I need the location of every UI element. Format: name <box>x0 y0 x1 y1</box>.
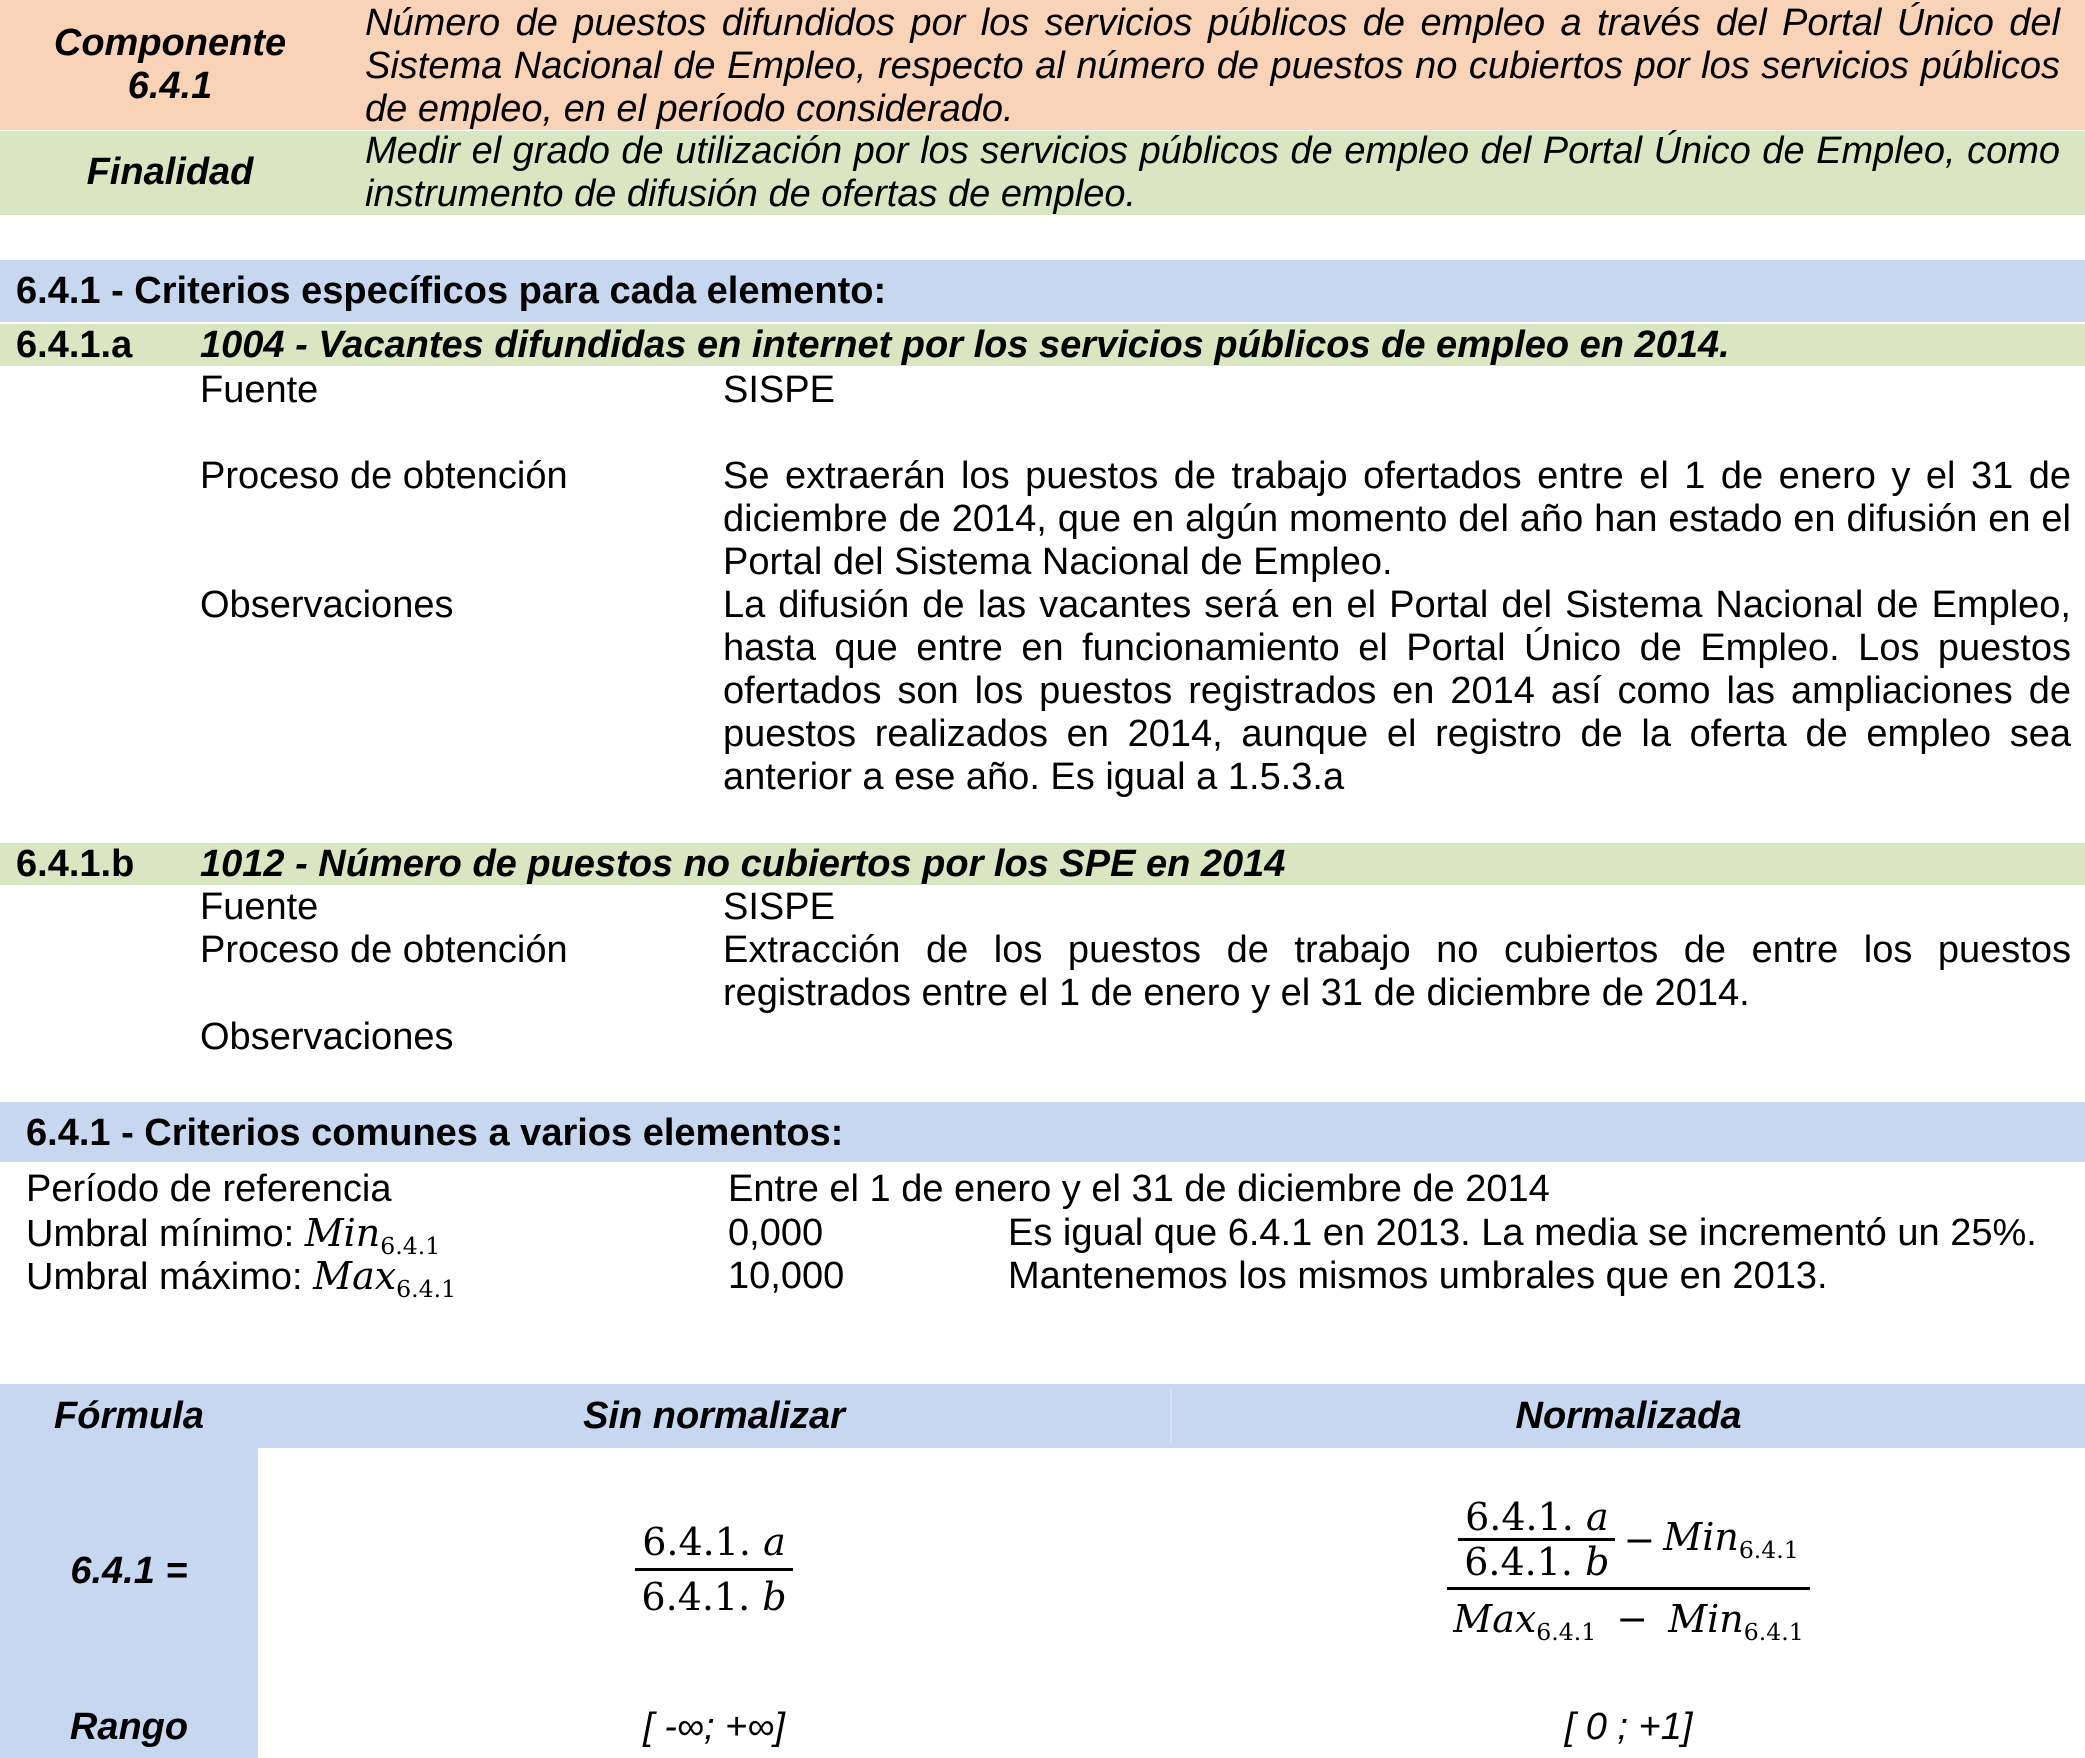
element-a-title: 1004 - Vacantes difundidas en internet por los servicios públicos de empleo en 2014. <box>200 324 1730 366</box>
rango-sin-normalizar: [ -∞; +∞] <box>643 1706 785 1748</box>
componente-label: Componente 6.4.1 <box>53 22 287 107</box>
finalidad-label: Finalidad <box>86 151 254 193</box>
periodo-label: Período de referencia <box>26 1168 392 1210</box>
periodo-value: Entre el 1 de enero y el 31 de diciembre de 2014 <box>728 1168 1550 1210</box>
element-b-code: 6.4.1.b <box>16 843 135 885</box>
normalized-fraction: $\frac{6.4.1. a}{6.4.1. b}$ − Min$_{6.4.1}$ Max$_{6.4.1}$ − Min$_{6.4.1}$ <box>1447 1498 1809 1645</box>
formula-normalizada <box>1172 1495 2085 1647</box>
specific-criteria-title: 6.4.1 - Criterios específicos para cada elemento: <box>16 270 887 312</box>
umbral-note: Es igual que 6.4.1 en 2013. La media se incrementó un 25%. Mantenemos los mismos umbrales que en 2013. <box>1008 1212 2037 1297</box>
formula-row-label: 6.4.1 = <box>70 1550 188 1592</box>
umbral-minimo-value: 0,000 <box>728 1212 824 1254</box>
umbral-maximo-value: 10,000 <box>728 1255 845 1297</box>
element-b-obs-label: Observaciones <box>200 1016 454 1058</box>
element-b-fuente-value: SISPE <box>723 886 835 928</box>
element-a-code: 6.4.1.a <box>16 324 133 366</box>
element-a-obs-value: La difusión de las vacantes será en el Portal del Sistema Nacional de Empleo, hasta que entre en funcionamiento el Portal Único de Empleo. Los puestos ofertados son los puestos registrados en 2014 así como las ampliaciones de puestos realizados en 2014, aunque el registro de la oferta de empleo sea anterior a ese año. Es igual a 1.5.3.a <box>723 584 2071 798</box>
element-a-fuente-value: SISPE <box>723 369 835 411</box>
element-b-fuente-label: Fuente <box>200 886 319 928</box>
finalidad-text: Medir el grado de utilización por los servicios públicos de empleo del Portal Único de Empleo, como instrumento de difusión de ofertas de empleo. <box>365 130 2060 215</box>
componente-text: Número de puestos difundidos por los servicios públicos de empleo a través del Portal Único del Sistema Nacional de Empleo, respecto al número de puestos no cubiertos por los servicios públicos de empleo, en el período considerado. <box>365 2 2060 130</box>
fraction-a-over-b: $\frac{6.4.1. a}{6.4.1. b}$ <box>635 1520 792 1619</box>
element-a-proceso-label: Proceso de obtención <box>200 455 568 497</box>
sin-normalizar-col-header: Sin normalizar <box>583 1395 845 1437</box>
rango-label: Rango <box>69 1706 189 1748</box>
normalizada-col-header: Normalizada <box>1515 1395 1742 1437</box>
rango-normalizada: [ 0 ; +1] <box>1564 1706 1693 1748</box>
element-a-proceso-value: Se extraerán los puestos de trabajo ofertados entre el 1 de enero y el 31 de diciembre de 2014, que en algún momento del año han estado en difusión en el Portal del Sistema Nacional de Empleo. <box>723 455 2071 583</box>
element-a-fuente-label: Fuente <box>200 369 319 411</box>
element-b-title: 1012 - Número de puestos no cubiertos por los SPE en 2014 <box>200 843 1286 885</box>
element-a-obs-label: Observaciones <box>200 584 454 626</box>
umbral-minimo-label: Umbral mínimo: Min$_{6.4.1}$ <box>26 1211 441 1261</box>
common-criteria-title: 6.4.1 - Criterios comunes a varios elementos: <box>26 1112 844 1154</box>
formula-col-header: Fórmula <box>54 1395 204 1437</box>
umbral-maximo-label: Umbral máximo: Max$_{6.4.1}$ <box>26 1254 457 1304</box>
element-b-proceso-label: Proceso de obtención <box>200 929 568 971</box>
element-b-proceso-value: Extracción de los puestos de trabajo no cubiertos de entre los puestos registrados entre el 1 de enero y el 31 de diciembre de 2014. <box>723 929 2071 1014</box>
formula-sin-normalizar <box>258 1520 1170 1619</box>
